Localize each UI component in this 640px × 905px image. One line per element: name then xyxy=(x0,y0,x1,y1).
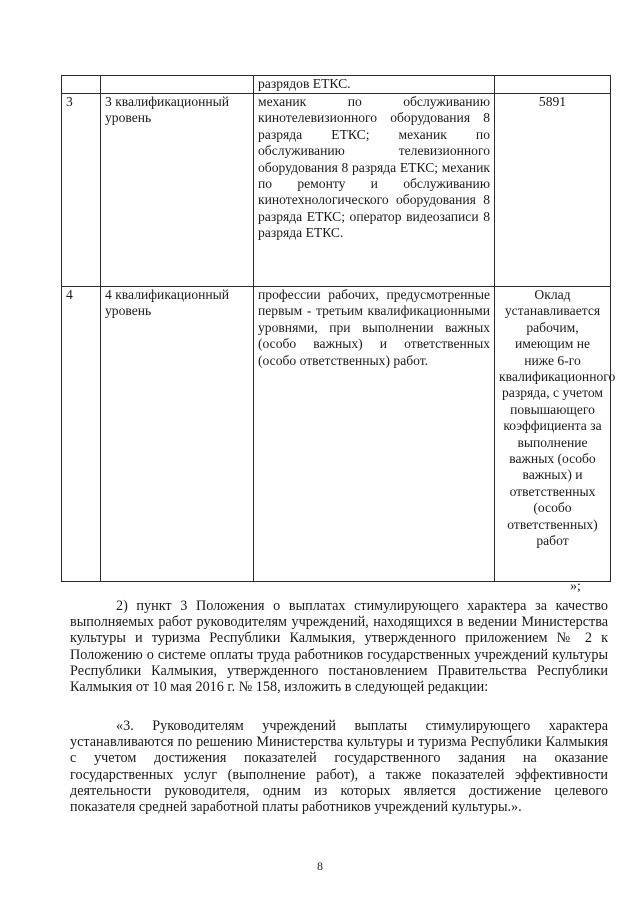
table-cell-continuation: разрядов ЕТКС. xyxy=(254,76,495,94)
row-number: 3 xyxy=(62,94,101,287)
table-row-continuation xyxy=(62,76,611,94)
salary-value: Оклад устанавливается рабочим, имеющим не ниже 6-го квалификационного разряда, с учетом повышающего коэффициента за выполнение важных (особо важных) и ответственных (особо ответственных) работ xyxy=(495,287,611,582)
paragraph-amendment xyxy=(70,598,608,696)
qualification-level: 3 квалификационный уровень xyxy=(101,94,254,287)
profession-list: профессии рабочих, предусмотренные первым - третьим квалификационными уровнями, при выполнении важных (особо важных) и ответственных (особо ответственных) работ. xyxy=(254,287,495,582)
table-row xyxy=(62,94,611,287)
salary-value: 5891 xyxy=(495,94,611,287)
qualification-table xyxy=(61,75,616,582)
paragraph-quoted-rule xyxy=(70,718,608,816)
profession-list: механик по обслуживанию кинотелевизионного оборудования 8 разряда ЕТКС; механик по обслуживанию телевизионного оборудования 8 разряда ЕТКС; механик по ремонту и обслуживанию кинотехнологического оборудования 8 разряда ЕТКС; оператор видеозаписи 8 разряда ЕТКС. xyxy=(254,94,495,287)
table-cell-empty xyxy=(495,76,611,94)
table-closing-mark: »; xyxy=(570,579,581,594)
qualification-level: 4 квалификационный уровень xyxy=(101,287,254,582)
page-number: 8 xyxy=(317,859,323,873)
table-cell-empty xyxy=(101,76,254,94)
row-number: 4 xyxy=(62,287,101,582)
table-cell-empty xyxy=(62,76,101,94)
paragraph-3-text: «3. Руководителям учреждений выплаты стимулирующего характера устанавливаются по решению Министерства культуры и туризма Республики Калмыкия с учетом достижения показателей государственного задания на оказание государственных услуг (выполнение работ), а также показателей эффективности деятельности руководителя, одним из которых является достижение целевого показателя средней заработной платы работников учреждений культуры.». xyxy=(70,718,608,816)
table-row xyxy=(62,287,611,582)
paragraph-2-text: 2) пункт 3 Положения о выплатах стимулирующего характера за качество выполняемых работ руководителям учреждений, находящихся в ведении Министерства культуры и туризма Республики Калмыкия, утвержденного приложением № 2 к Положению о системе оплаты труда работников государственных учреждений культуры Республики Калмыкия, утвержденного постановлением Правительства Республики Калмыкия от 10 мая 2016 г. № 158, изложить в следующей редакции: xyxy=(70,598,608,696)
